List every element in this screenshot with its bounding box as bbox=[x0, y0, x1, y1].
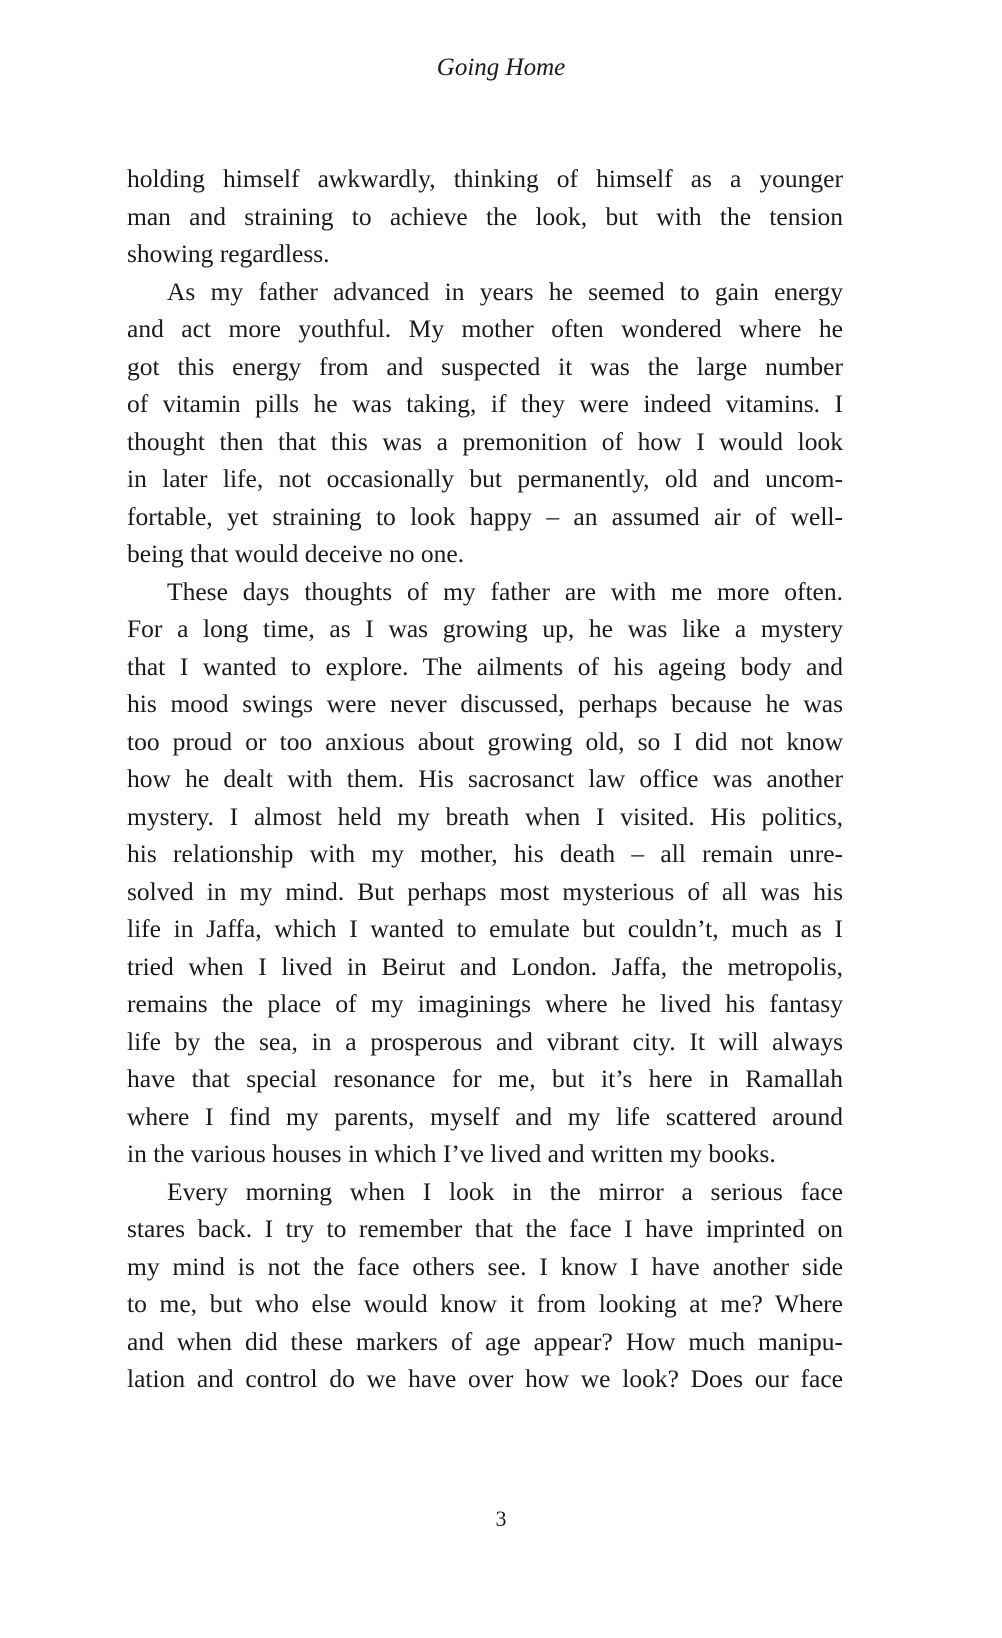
text-line: too proud or too anxious about growing old, so I did not know bbox=[127, 726, 843, 756]
text-line: how he dealt with them. His sacrosanct law office was another bbox=[127, 764, 843, 793]
text-line: lation and control do we have over how we look? Does our face bbox=[127, 1364, 843, 1393]
text-line: tried when I lived in Beirut and London. Jaffa, the metropolis, bbox=[127, 951, 843, 981]
text-line: my mind is not the face others see. I know I have another side bbox=[127, 1251, 843, 1281]
text-line: stares back. I try to remember that the face I have imprinted on bbox=[127, 1214, 843, 1243]
text-line: As my father advanced in years he seemed to gain energy bbox=[167, 276, 843, 306]
text-line: mystery. I almost held my breath when I visited. His politics, bbox=[127, 801, 843, 831]
text-line: thought then that this was a premonition of how I would look bbox=[127, 426, 843, 456]
text-line: have that special resonance for me, but it’s here in Ramallah bbox=[127, 1064, 843, 1093]
text-line: in the various houses in which I’ve lived and written my books. bbox=[127, 1139, 776, 1168]
text-line: life by the sea, in a prosperous and vibrant city. It will always bbox=[127, 1026, 843, 1056]
text-line: and when did these markers of age appear? How much manipu- bbox=[127, 1326, 843, 1356]
text-line: that I wanted to explore. The ailments of his ageing body and bbox=[127, 651, 843, 681]
text-line: man and straining to achieve the look, but with the tension bbox=[127, 201, 843, 231]
text-line: remains the place of my imaginings where he lived his fantasy bbox=[127, 989, 843, 1018]
text-line: in later life, not occasionally but permanently, old and uncom- bbox=[127, 464, 843, 493]
text-line: showing regardless. bbox=[127, 239, 330, 268]
text-line: of vitamin pills he was taking, if they were indeed vitamins. I bbox=[127, 389, 843, 418]
text-line: For a long time, as I was growing up, he was like a mystery bbox=[127, 614, 843, 643]
text-line: These days thoughts of my father are with me more often. bbox=[167, 576, 843, 606]
text-line: being that would deceive no one. bbox=[127, 539, 465, 568]
text-line: his relationship with my mother, his death – all remain unre- bbox=[127, 839, 843, 868]
text-line: life in Jaffa, which I wanted to emulate but couldn’t, much as I bbox=[127, 914, 843, 943]
text-line: where I find my parents, myself and my life scattered around bbox=[127, 1101, 843, 1131]
text-line: Every morning when I look in the mirror a serious face bbox=[167, 1176, 843, 1206]
text-line: fortable, yet straining to look happy – an assumed air of well- bbox=[127, 501, 843, 531]
text-line: his mood swings were never discussed, perhaps because he was bbox=[127, 689, 843, 718]
text-line: got this energy from and suspected it was the large number bbox=[127, 351, 843, 381]
text-line: to me, but who else would know it from looking at me? Where bbox=[127, 1289, 843, 1318]
text-line: holding himself awkwardly, thinking of himself as a younger bbox=[127, 164, 843, 193]
text-line: and act more youthful. My mother often wondered where he bbox=[127, 314, 843, 343]
text-line: solved in my mind. But perhaps most mysterious of all was his bbox=[127, 876, 843, 906]
page-number: 3 bbox=[495, 1506, 507, 1531]
running-head: Going Home bbox=[436, 54, 566, 81]
